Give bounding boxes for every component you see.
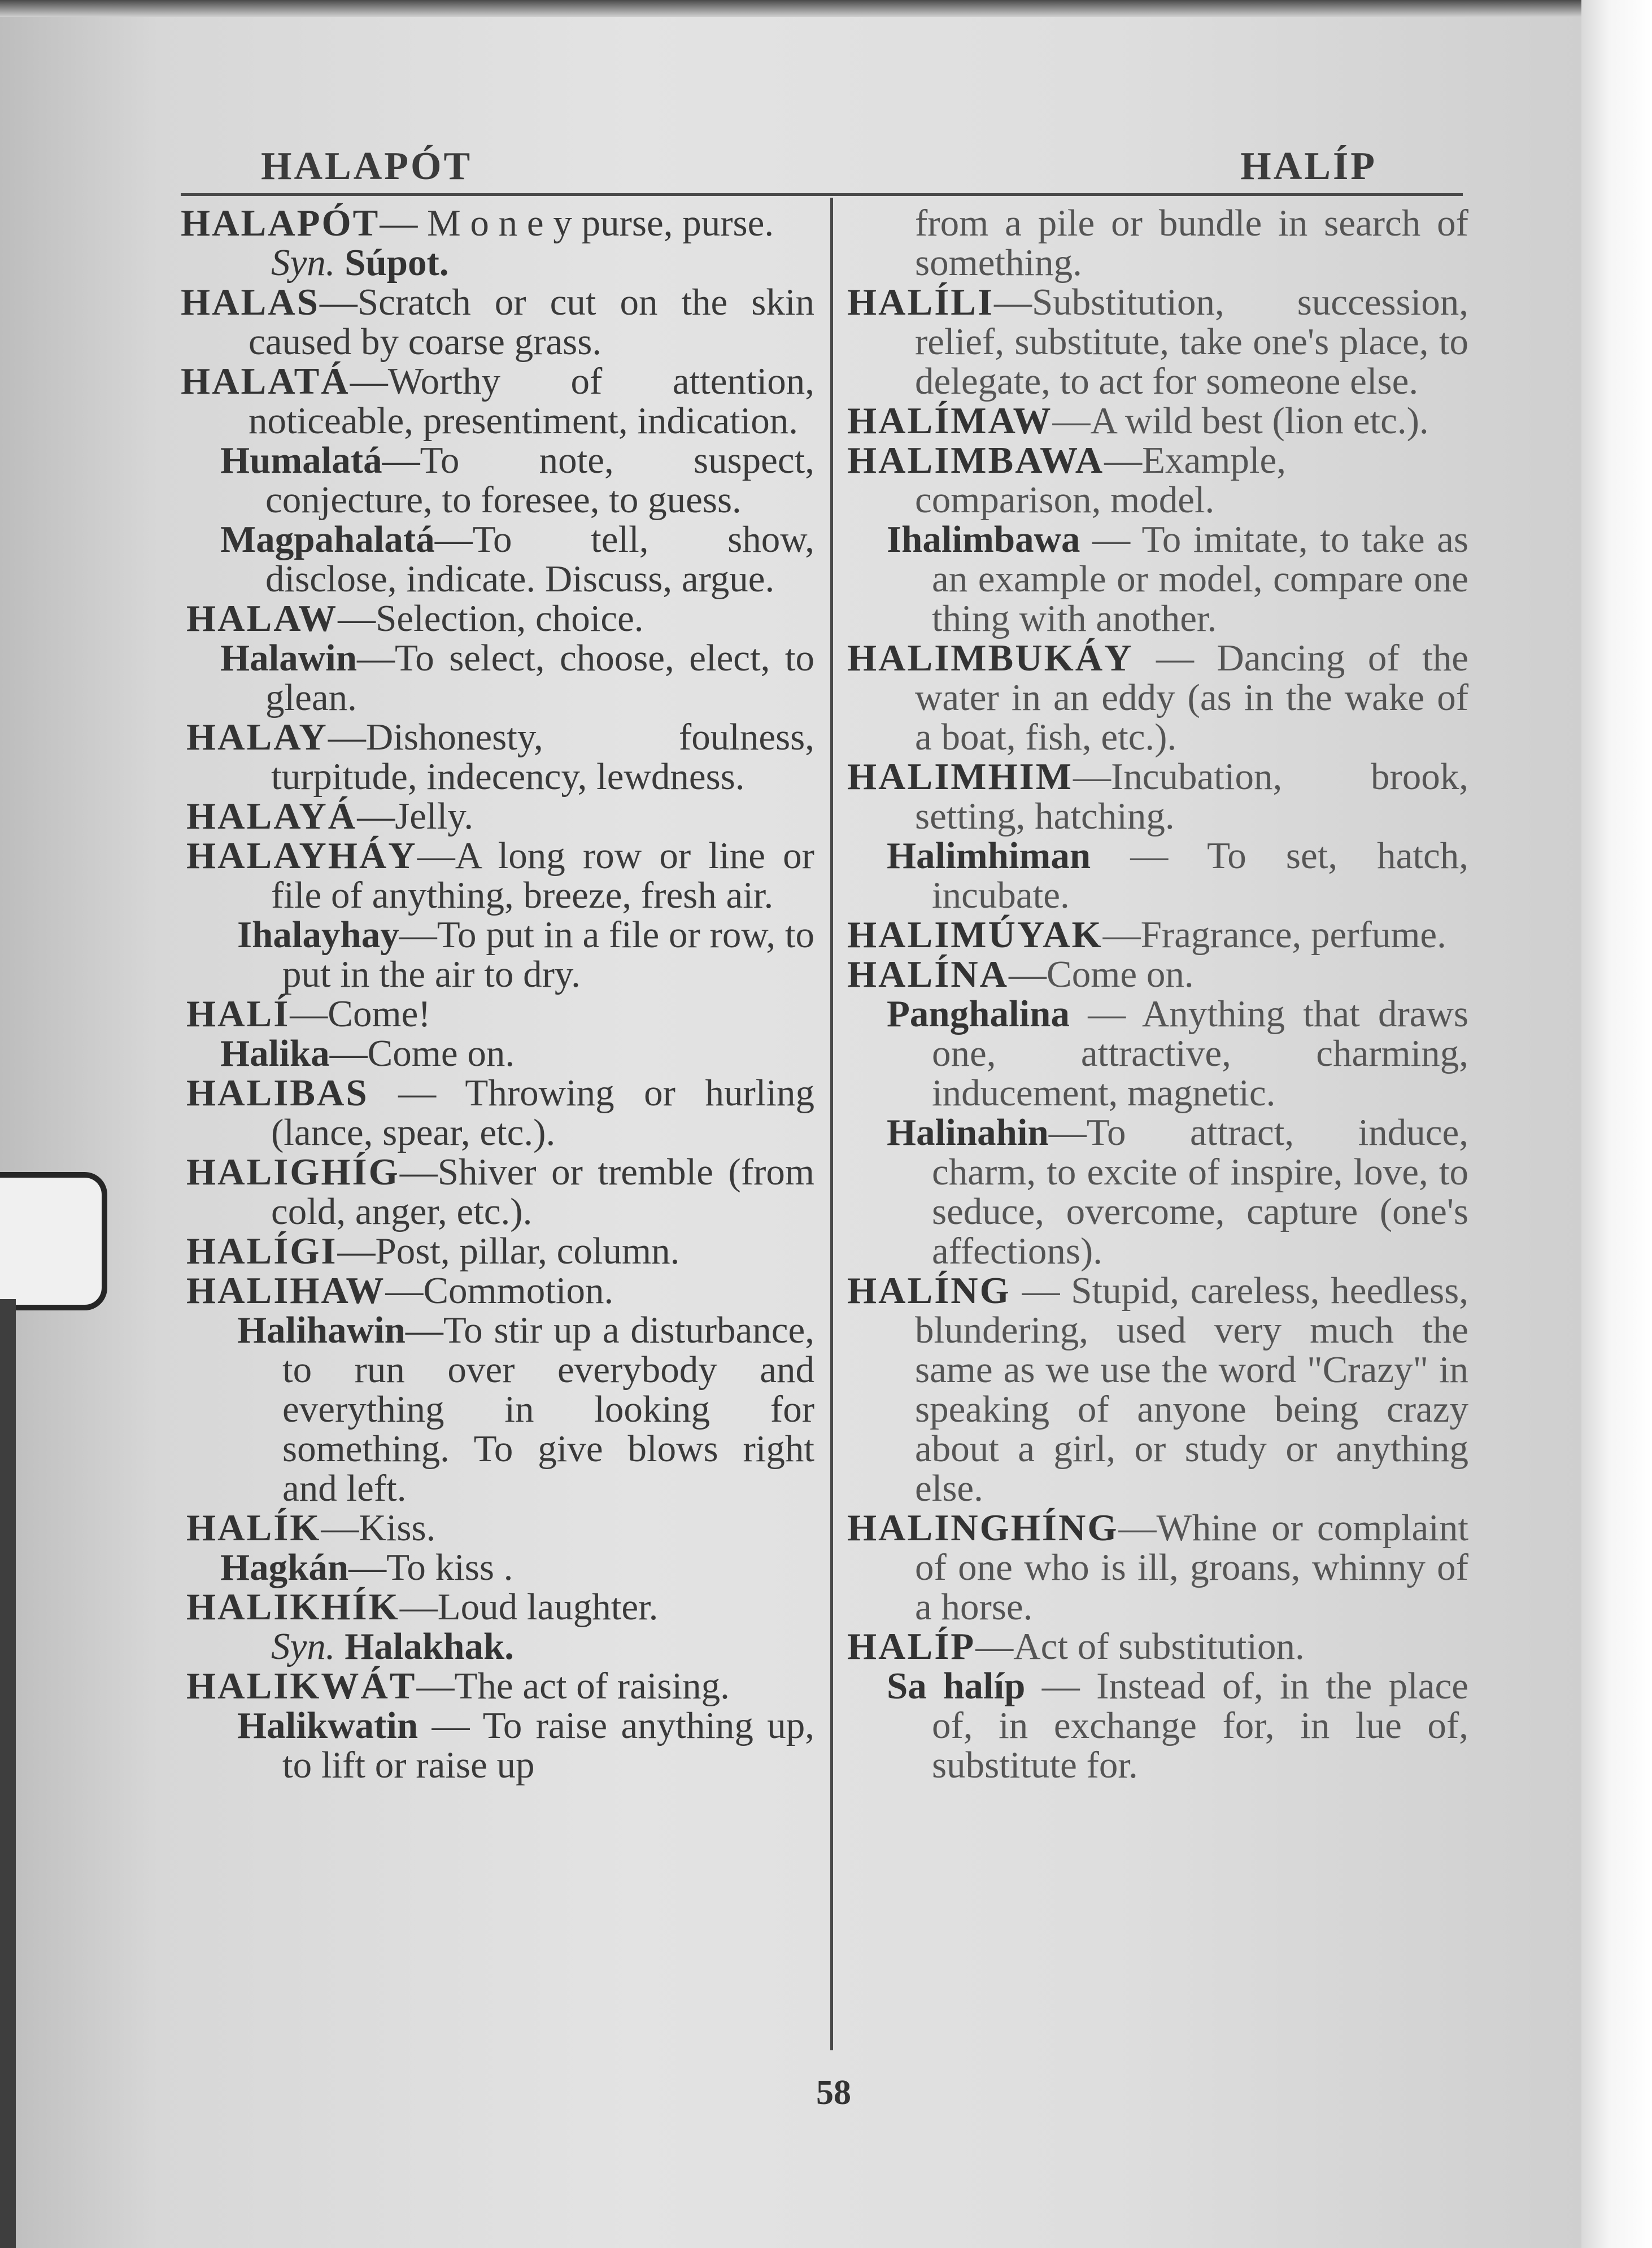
entry-halikwat: HALIKWÁT—The act of raising. <box>186 1665 730 1707</box>
entry-halaya: HALAYÁ—Jelly. <box>186 795 474 837</box>
entry-halimuyak: HALIMÚYAK—Fragrance, perfume. <box>847 914 1446 956</box>
entry-halaw: HALAW—Selection, choice. <box>186 598 644 639</box>
entry-halighig: HALIGHÍG—Shiver or tremble (from cold, anger, etc.). <box>186 1151 814 1232</box>
header-rule <box>181 193 1463 196</box>
entry-halimbukay: HALIMBUKÁY — Dancing of the water in an eddy (as in the wake of a boat, fish, etc.). <box>847 637 1468 758</box>
subentry-humalata: Humalatá—To note, suspect, conjecture, to foresee, to guess. <box>220 439 814 521</box>
subentry-halika: Halika—Come on. <box>220 1032 515 1074</box>
subentry-hagkan: Hagkán—To kiss . <box>220 1546 513 1588</box>
entry-halay: HALAY—Dishonesty, foulness, turpitude, indecency, lewdness. <box>186 716 814 798</box>
entry-haling: HALÍNG — Stupid, careless, heedless, blundering, used very much the same as we use the word "Crazy" in speaking of anyone being crazy about a girl, or study or anything else. <box>847 1270 1468 1509</box>
continuation-text: from a pile or bundle in search of something. <box>915 202 1468 284</box>
entry-halibas: HALIBAS — Throwing or hurling (lance, spear, etc.). <box>186 1072 814 1153</box>
entry-halinghing: HALINGHÍNG—Whine or complaint of one who is ill, groans, whinny of a horse. <box>847 1507 1468 1628</box>
subentry-panghalina: Panghalina — Anything that draws one, attractive, charming, inducement, magnetic. <box>887 993 1468 1114</box>
entry-halihaw: HALIHAW—Commotion. <box>186 1270 614 1312</box>
entry-halayhay: HALAYHÁY—A long row or line or file of anything, breeze, fresh air. <box>186 835 814 916</box>
entry-hali: HALÍ—Come! <box>186 993 431 1035</box>
entry-halimbawa: HALIMBAWA—Example, comparison, model. <box>847 439 1286 521</box>
subentry-ihalayhay: Ihalayhay—To put in a file or row, to put in the air to dry. <box>237 914 814 995</box>
running-head-right: HALÍP <box>1240 145 1377 188</box>
entry-halata: HALATÁ—Worthy of attention, noticeable, presentiment, indication. <box>181 360 814 442</box>
entry-halapot: HALAPÓT— M o n e y purse, purse. <box>181 202 774 244</box>
synonym-line: Syn. Halakhak. <box>271 1626 515 1667</box>
page-number: 58 <box>816 2073 851 2112</box>
column-divider <box>830 198 833 2050</box>
entry-halik: HALÍK—Kiss. <box>186 1507 436 1549</box>
left-column <box>181 203 814 1785</box>
subentry-sa-halip: Sa halíp — Instead of, in the place of, in exchange for, in lue of, substitute for. <box>887 1665 1468 1786</box>
entry-halili: HALÍLI—Substitution, succession, relief, substitute, take one's place, to delegate, to act for someone else. <box>847 281 1468 402</box>
entry-halimhim: HALIMHIM—Incubation, brook, setting, hatching. <box>847 756 1468 837</box>
subentry-halihawin: Halihawin—To stir up a disturbance, to run over everybody and everything in looking for something. To give blows right and left. <box>237 1309 814 1509</box>
running-head-left: HALAPÓT <box>261 145 473 188</box>
subentry-halimhiman: Halimhiman — To set, hatch, incubate. <box>887 835 1468 916</box>
subentry-ihalimbawa: Ihalimbawa — To imitate, to take as an example or model, compare one thing with another. <box>887 519 1468 639</box>
book-edge <box>1581 0 1652 2248</box>
entry-halip: HALÍP—Act of substitution. <box>847 1626 1305 1667</box>
synonym-line: Syn. Súpot. <box>271 242 449 284</box>
right-column <box>847 203 1468 1785</box>
page-tab-marker <box>0 1172 107 1310</box>
entry-halimaw: HALÍMAW—A wild best (lion etc.). <box>847 400 1429 442</box>
top-shadow <box>0 0 1581 17</box>
entry-halina: HALÍNA—Come on. <box>847 953 1194 995</box>
binding-edge <box>0 1299 16 2248</box>
subentry-magpahalata: Magpahalatá—To tell, show, disclose, indicate. Discuss, argue. <box>220 519 814 600</box>
entry-halas: HALAS—Scratch or cut on the skin caused by coarse grass. <box>181 281 814 363</box>
subentry-halikwatin: Halikwatin — To raise anything up, to lift or raise up <box>237 1705 814 1786</box>
subentry-halawin: Halawin—To select, choose, elect, to glean. <box>220 637 814 718</box>
entry-haligi: HALÍGI—Post, pillar, column. <box>186 1230 680 1272</box>
subentry-halinahin: Halinahin—To attract, induce, charm, to excite of inspire, love, to seduce, overcome, capture (one's affections). <box>887 1112 1468 1272</box>
entry-halikhik: HALIKHÍK—Loud laughter. <box>186 1586 659 1628</box>
